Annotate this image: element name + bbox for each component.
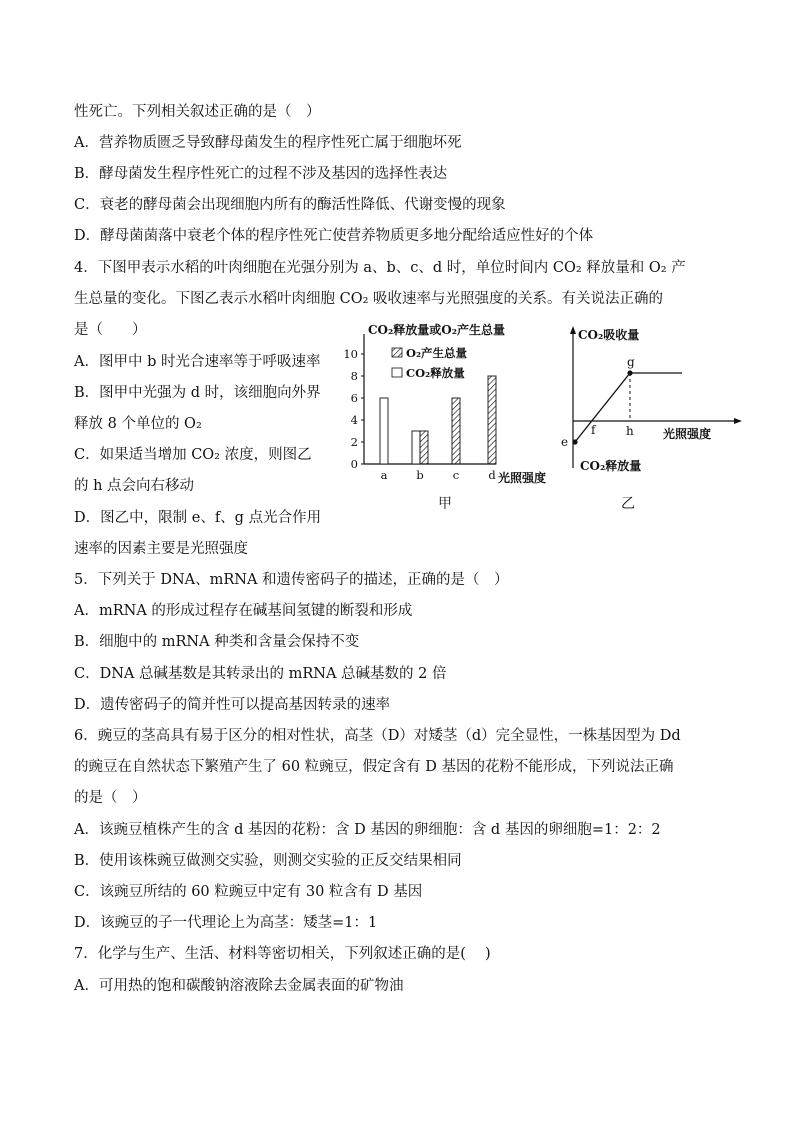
question-6-stem: 的是（ ） [74, 790, 147, 806]
x-category-label: a [380, 468, 388, 482]
label-g: g [627, 355, 635, 369]
caption-jia: 甲 [438, 496, 452, 512]
question-6-stem: 6．豌豆的茎高具有易于区分的相对性状，高茎（D）对矮茎（d）完全显性，一株基因型为 Dd [74, 728, 681, 744]
label-h: h [626, 424, 634, 438]
y-axis-arrow [570, 326, 576, 334]
option-c: C．如果适当增加 CO₂ 浓度，则图乙 [74, 447, 312, 463]
question-4-stem: 4．下图甲表示水稻的叶肉细胞在光强分别为 a、b、c、d 时，单位时间内 CO₂ 释放量和 O₂ 产 [74, 260, 686, 276]
point-e [572, 439, 577, 444]
question-6-stem: 的豌豆在自然状态下繁殖产生了 60 粒豌豆，假定含有 D 基因的花粉不能形成，下列说法正确 [74, 759, 674, 775]
option-c: C．衰老的酵母菌会出现细胞内所有的酶活性降低、代谢变慢的现象 [74, 197, 506, 213]
option-d: D．图乙中，限制 e、f、g 点光合作用 [74, 510, 322, 526]
option-d: D．酵母菌菌落中衰老个体的程序性死亡使营养物质更多地分配给适应性好的个体 [74, 228, 594, 244]
bar-o2 [452, 398, 460, 464]
legend-label-co2: CO₂释放量 [406, 366, 465, 380]
caption-yi: 乙 [621, 496, 635, 512]
option-b: B．细胞中的 mRNA 种类和含量会保持不变 [74, 634, 360, 650]
option-a: A．该豌豆植株产生的含 d 基因的花粉：含 D 基因的卵细胞：含 d 基因的卵细胞=1：2：2 [74, 822, 661, 838]
option-a: A．图甲中 b 时光合速率等于呼吸速率 [74, 354, 321, 370]
x-category-label: d [488, 468, 496, 482]
point-g [627, 370, 632, 375]
bar-o2 [488, 376, 496, 464]
x-category-label: b [416, 468, 424, 482]
y-axis-bottom-label: CO₂释放量 [580, 459, 642, 473]
option-b: B．图甲中光强为 d 时，该细胞向外界 [74, 385, 321, 401]
y-axis-title: CO₂释放量或O₂产生总量 [368, 323, 505, 337]
option-b: B．使用该株豌豆做测交实验，则测交实验的正反交结果相同 [74, 853, 462, 869]
option-d: D．遗传密码子的简并性可以提高基因转录的速率 [74, 697, 391, 713]
bars [380, 376, 496, 464]
option-d: D．该豌豆的子一代理论上为高茎：矮茎=1：1 [74, 915, 378, 931]
bar-co2 [412, 431, 420, 464]
label-f: f [591, 423, 596, 437]
bar-chart-jia [340, 318, 560, 490]
label-e: e [561, 435, 569, 449]
option-d-cont: 速率的因素主要是光照强度 [74, 541, 248, 557]
x-categories [381, 468, 497, 482]
text-line: 性死亡。下列相关叙述正确的是（ ） [74, 104, 321, 120]
option-a: A．营养物质匮乏导致酵母菌发生的程序性死亡属于细胞坏死 [74, 135, 462, 151]
option-a: A．mRNA 的形成过程存在碱基间氢键的断裂和形成 [74, 603, 413, 619]
y-tick-label: 6 [350, 391, 358, 405]
question-5-stem: 5．下列关于 DNA、mRNA 和遗传密码子的描述，正确的是（ ） [74, 572, 509, 588]
option-c: C．DNA 总碱基数是其转录出的 mRNA 总碱基数的 2 倍 [74, 666, 447, 682]
curve-rise [575, 373, 630, 442]
legend-label-o2: O₂产生总量 [406, 346, 468, 360]
option-c: C．该豌豆所结的 60 粒豌豆中定有 30 粒含有 D 基因 [74, 884, 423, 900]
y-tick-label: 2 [350, 435, 358, 449]
option-c-cont: 的 h 点会向右移动 [74, 478, 195, 494]
x-axis-arrow [734, 418, 742, 424]
y-tick-label: 10 [343, 347, 358, 361]
y-tick-label: 4 [350, 413, 358, 427]
x-category-label: c [452, 468, 460, 482]
y-tick-label: 8 [350, 369, 358, 383]
legend-swatch-o2 [392, 348, 402, 357]
question-4-stem: 是（ ） [74, 322, 147, 338]
question-4-stem: 生总量的变化。下图乙表示水稻叶肉细胞 CO₂ 吸收速率与光照强度的关系。有关说法正确的 [74, 291, 664, 307]
option-b-cont: 释放 8 个单位的 O₂ [74, 416, 202, 432]
option-a: A．可用热的饱和碳酸钠溶液除去金属表面的矿物油 [74, 978, 404, 994]
line-chart-yi [558, 320, 758, 480]
bar-co2 [380, 398, 388, 464]
question-7-stem: 7．化学与生产、生活、材料等密切相关，下列叙述正确的是( ) [74, 946, 491, 962]
legend-swatch-co2 [392, 368, 402, 377]
option-b: B．酵母菌发生程序性死亡的过程不涉及基因的选择性表达 [74, 166, 448, 182]
x-axis-title: 光照强度 [498, 471, 547, 485]
y-ticks [343, 347, 364, 471]
y-axis-title: CO₂吸收量 [578, 328, 640, 342]
y-tick-label: 0 [350, 457, 358, 471]
bar-o2 [420, 431, 428, 464]
x-axis-title: 光照强度 [663, 427, 712, 441]
